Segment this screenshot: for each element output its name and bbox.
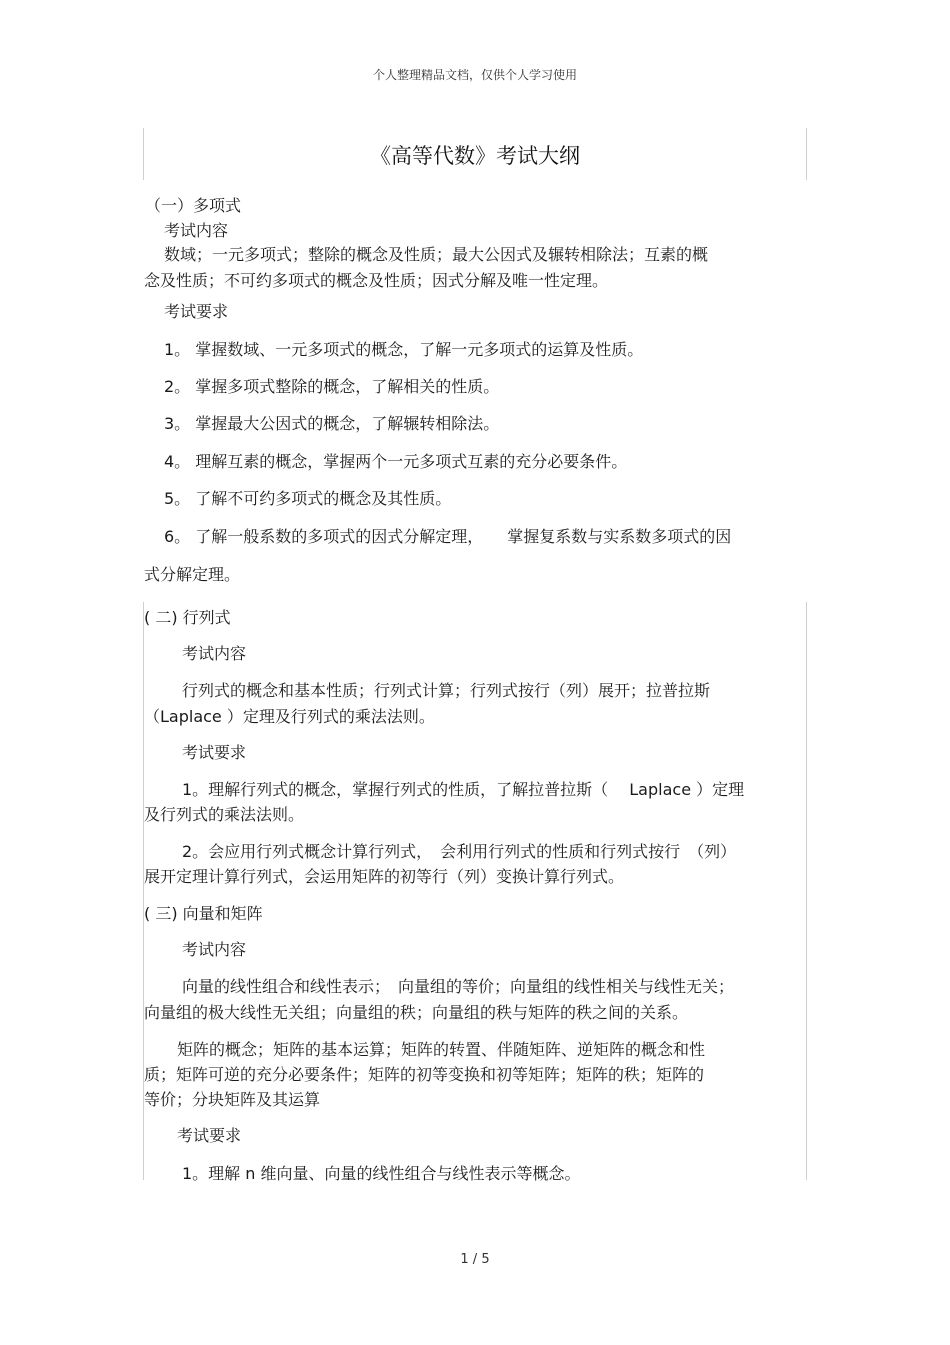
section-3-content-label: 考试内容 — [182, 940, 247, 959]
section-1-content-line-2: 念及性质；不可约多项式的概念及性质；因式分解及唯一性定理。 — [144, 271, 609, 290]
section-1-heading: （一）多项式 — [145, 196, 242, 215]
section-1-requirement-4: 4。 理解互素的概念，掌握两个一元多项式互素的充分必要条件。 — [164, 452, 628, 471]
section-2-requirement-2-line-1: 2。会应用行列式概念计算行列式， 会利用行列式的性质和行列式按行 （列） — [182, 842, 737, 861]
section-2-requirement-1-line-1: 1。理解行列式的概念，掌握行列式的性质，了解拉普拉斯（ Laplace ）定理 — [182, 780, 745, 799]
section-2-content-label: 考试内容 — [182, 644, 247, 663]
section-2-requirement-2-line-2: 展开定理计算行列式，会运用矩阵的初等行（列）变换计算行列式。 — [144, 867, 625, 886]
section-1-requirement-6-cont: 式分解定理。 — [144, 565, 241, 584]
section-1-content-line-1: 数域；一元多项式；整除的概念及性质；最大公因式及辗转相除法；互素的概 — [164, 245, 709, 264]
section-3-content-p2-line-2: 质；矩阵可逆的充分必要条件；矩阵的初等变换和初等矩阵；矩阵的秩；矩阵的 — [144, 1065, 705, 1084]
section-2-requirement-1-line-2: 及行列式的乘法法则。 — [144, 805, 305, 824]
section-2-content-line-2: （Laplace ）定理及行列式的乘法法则。 — [144, 707, 435, 726]
right-border-bottom — [806, 602, 807, 1180]
section-1-requirement-3: 3。 掌握最大公因式的概念，了解辗转相除法。 — [164, 414, 500, 433]
section-3-content-p2-line-1: 矩阵的概念；矩阵的基本运算；矩阵的转置、伴随矩阵、逆矩阵的概念和性 — [177, 1040, 706, 1059]
section-2-content-line-1: 行列式的概念和基本性质；行列式计算；行列式按行（列）展开；拉普拉斯 — [182, 681, 711, 700]
section-3-content-p1-line-2: 向量组的极大线性无关组；向量组的秩；向量组的秩与矩阵的秩之间的关系。 — [144, 1003, 689, 1022]
section-3-content-p2-line-3: 等价；分块矩阵及其运算 — [144, 1090, 321, 1109]
section-1-requirement-6: 6。 了解一般系数的多项式的因式分解定理， 掌握复系数与实系数多项式的因 — [164, 527, 732, 546]
section-3-requirements-label: 考试要求 — [177, 1126, 242, 1145]
section-2-heading: ( 二) 行列式 — [144, 608, 231, 627]
document-title: 《高等代数》考试大纲 — [370, 144, 580, 168]
section-1-requirement-1: 1。 掌握数域、一元多项式的概念，了解一元多项式的运算及性质。 — [164, 340, 644, 359]
section-3-requirement-1: 1。理解 n 维向量、向量的线性组合与线性表示等概念。 — [182, 1164, 581, 1183]
section-3-heading: ( 三) 向量和矩阵 — [144, 904, 263, 923]
section-2-requirements-label: 考试要求 — [182, 743, 247, 762]
section-1-requirements-label: 考试要求 — [164, 302, 229, 321]
section-1-requirement-2: 2。 掌握多项式整除的概念，了解相关的性质。 — [164, 377, 500, 396]
page-header-note: 个人整理精品文档，仅供个人学习使用 — [372, 68, 577, 82]
page-indicator: 1 / 5 — [460, 1252, 490, 1267]
section-1-requirement-5: 5。 了解不可约多项式的概念及其性质。 — [164, 489, 452, 508]
section-1-content-label: 考试内容 — [164, 221, 229, 240]
section-3-content-p1-line-1: 向量的线性组合和线性表示； 向量组的等价；向量组的线性相关与线性无关； — [182, 977, 735, 996]
